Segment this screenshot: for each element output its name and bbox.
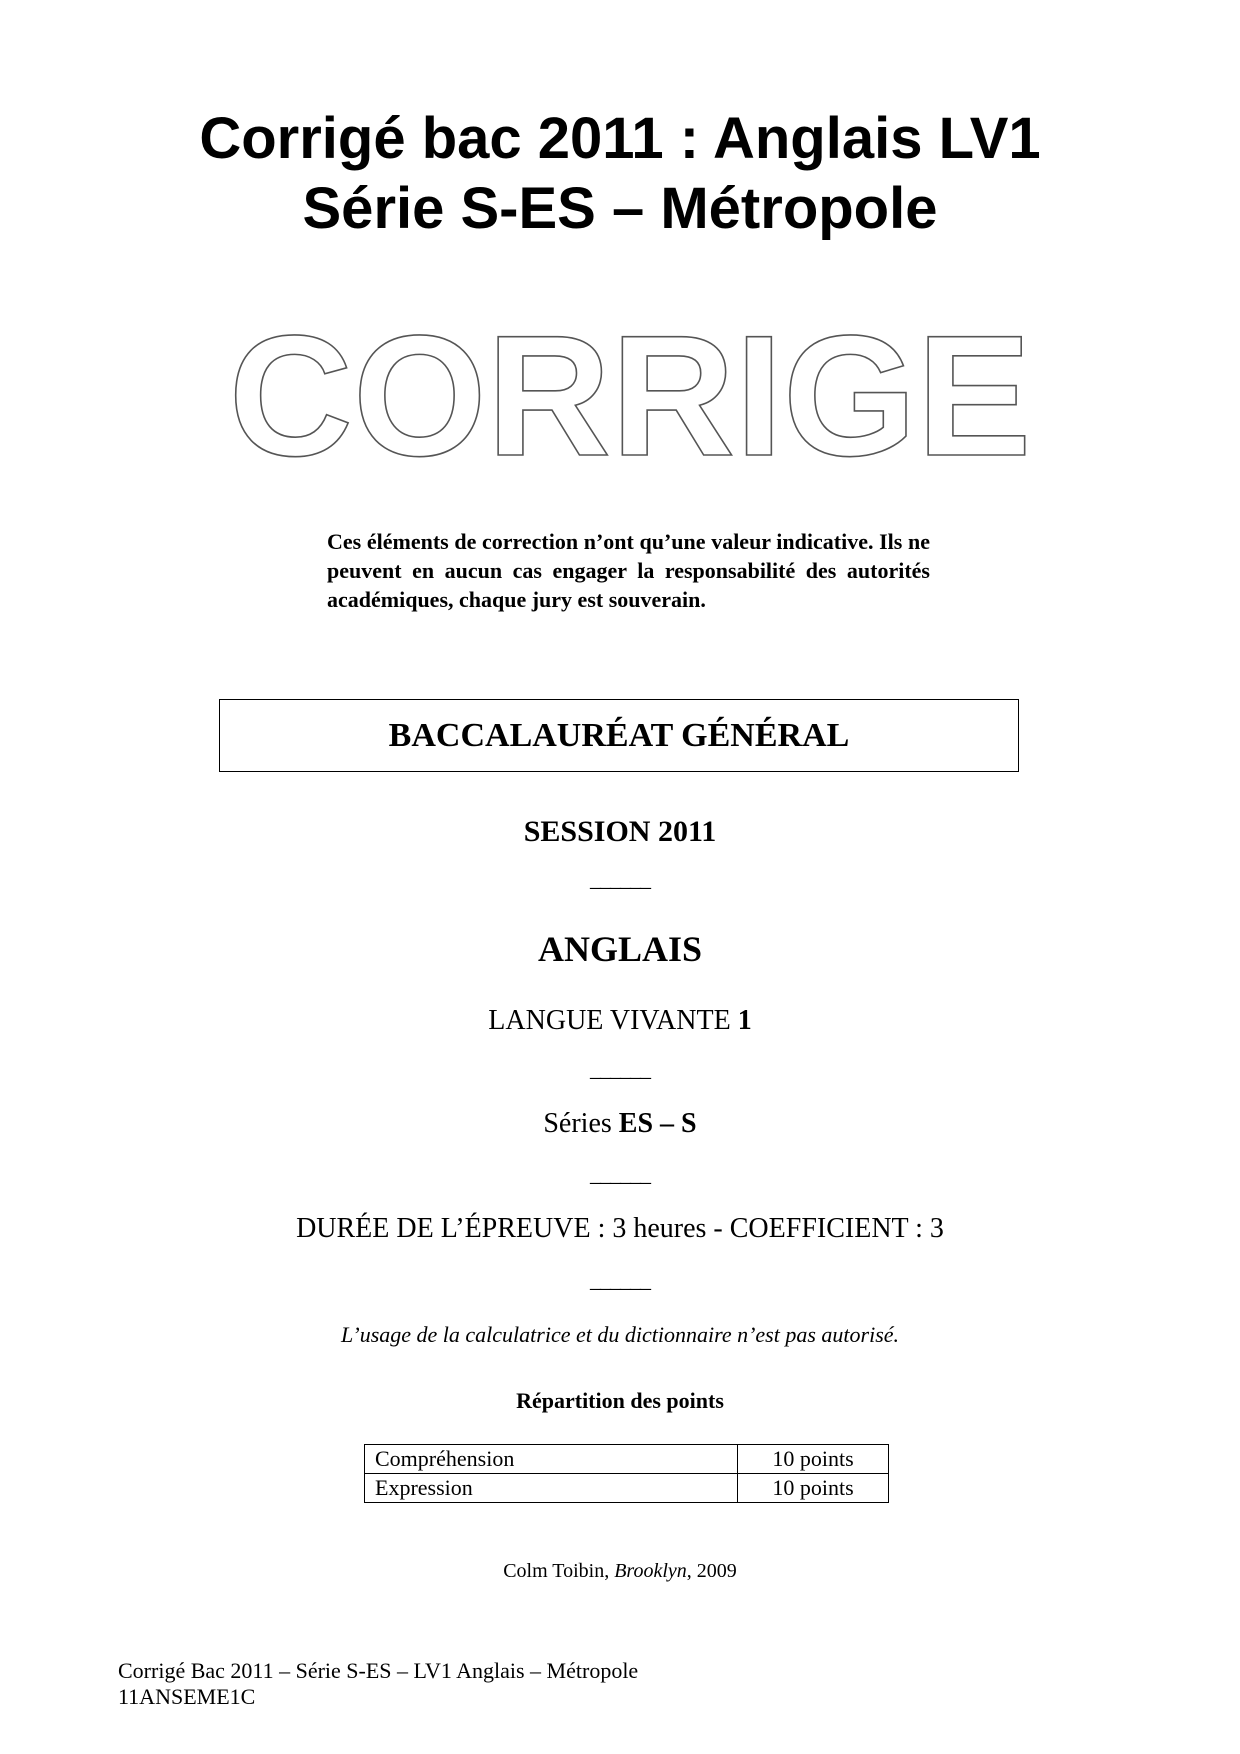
text-source: [0, 1560, 1240, 1583]
exam-title: BACCALAURÉAT GÉNÉRAL: [388, 716, 850, 754]
points-heading: Répartition des points: [516, 1388, 724, 1413]
corrige-stamp: [228, 300, 1032, 492]
subject-title: ANGLAIS: [537, 929, 703, 969]
usage-note: L’usage de la calculatrice et du dictionnaire n’est pas autorisé.: [340, 1322, 900, 1347]
separator: ______: [590, 1056, 650, 1081]
table-row: [365, 1474, 889, 1503]
exam-title-box: [219, 699, 1019, 772]
document-title-line-1: Corrigé bac 2011 : Anglais LV1: [199, 106, 1041, 171]
session-label: SESSION 2011: [523, 815, 717, 848]
source-book-title: Brooklyn: [614, 1560, 687, 1582]
points-table: [364, 1444, 889, 1503]
separator: ______: [590, 1161, 650, 1186]
footer-line-1: Corrigé Bac 2011 – Série S-ES – LV1 Anglais – Métropole: [118, 1658, 639, 1683]
separator: ______: [590, 866, 650, 891]
language-level-prefix: LANGUE VIVANTE: [488, 1005, 738, 1036]
page-footer: [118, 1658, 638, 1710]
svg-text:CORRIGE: CORRIGE: [228, 300, 1032, 492]
duration-coefficient: DURÉE DE L’ÉPREUVE : 3 heures - COEFFICIENT : 3: [296, 1213, 944, 1244]
source-year: , 2009: [686, 1560, 737, 1582]
footer-code: 11ANSEME1C: [118, 1684, 256, 1709]
series-prefix: Séries: [543, 1108, 619, 1139]
series-value: ES – S: [618, 1108, 697, 1139]
source-author: Colm Toibin,: [503, 1560, 615, 1582]
language-level-number: 1: [737, 1005, 752, 1036]
points-value: 10 points: [738, 1445, 889, 1474]
language-level: [0, 1005, 1240, 1037]
series-label: [0, 1108, 1240, 1140]
points-label: Compréhension: [365, 1445, 738, 1474]
disclaimer-text: Ces éléments de correction n’ont qu’une valeur indicative. Ils ne peuvent en aucun cas engager la responsabilité des autorités académiques, chaque jury est souverain.: [327, 529, 930, 612]
points-value: 10 points: [738, 1474, 889, 1503]
points-label: Expression: [365, 1474, 738, 1503]
table-row: [365, 1445, 889, 1474]
separator: ______: [590, 1267, 650, 1292]
document-title-line-2: Série S-ES – Métropole: [302, 176, 938, 241]
